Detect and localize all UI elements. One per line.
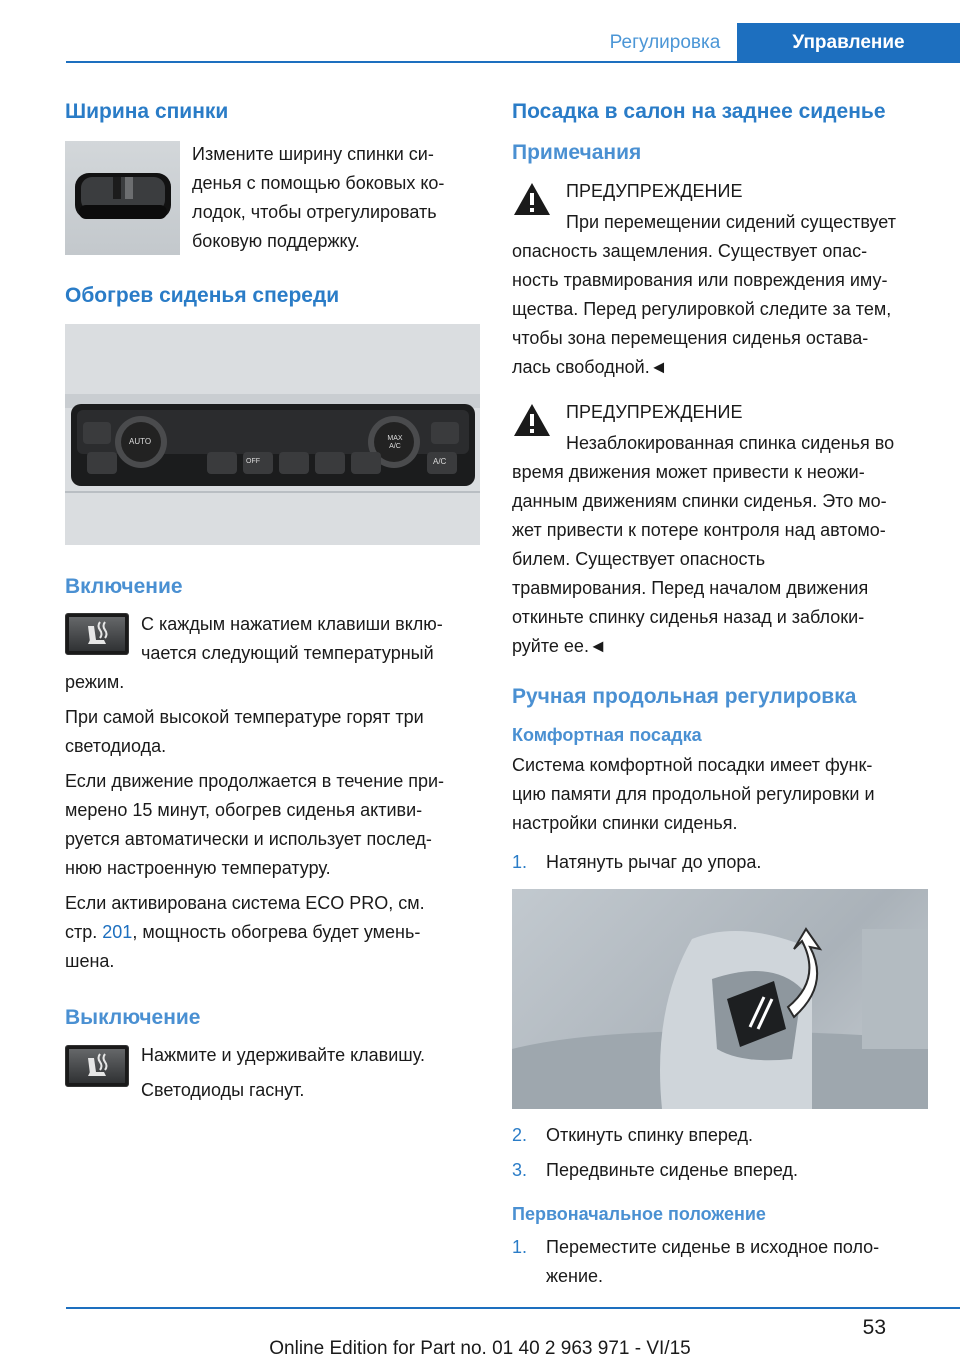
- comfort-steps-b: [512, 1121, 928, 1185]
- edition-footer: Online Edition for Part no. 01 40 2 963 971 - VI/15: [269, 1338, 691, 1359]
- step-number: 2.: [512, 1125, 528, 1146]
- seat-lever-image: [512, 889, 928, 1109]
- manual-adjust-title: Ручная продольная регулировка: [512, 684, 857, 708]
- warning-1-label: ПРЕДУПРЕЖДЕНИЕ: [566, 180, 743, 201]
- panel-label-off: OFF: [246, 457, 260, 465]
- warning-2-text: Незаблокированная спинка сиденья во время движения может привести к неожи- данным движениям спинки сиденья. Это мо- жет привести к потере контроля над автомо- билем. Существует опасность травмирования. Перед началом движения откиньте спинку сиденья назад и заблоки- руйте ее.◄: [512, 432, 895, 656]
- step-text: Откинуть спинку вперед.: [546, 1125, 754, 1146]
- switch-on-p3-before: Если активирована система ECO PRO, см. стр.: [65, 892, 425, 942]
- backrest-width-switch-image: [65, 141, 180, 255]
- notes-title: Примечания: [512, 141, 642, 165]
- comfort-title: Комфортная посадка: [512, 724, 702, 745]
- switch-on-p1: При самой высокой температуре горят три светодиода.: [65, 706, 424, 756]
- seat-heating-button-icon: [65, 613, 129, 655]
- step-number: 1.: [512, 852, 528, 873]
- seat-heating-button-icon-off: [65, 1045, 129, 1087]
- switch-on-p2: Если движение продолжается в течение при- мерено 15 минут, обогрев сиденья активи- руется автоматически и использует послед- нюю настроенную температуру.: [65, 770, 445, 878]
- comfort-text: Система комфортной посадки имеет функ- цию памяти для продольной регулировки и настройки спинки сиденья.: [512, 755, 875, 834]
- panel-label-ac: A/C: [433, 456, 447, 466]
- comfort-steps-a: [512, 848, 928, 877]
- warning-triangle-icon: [512, 181, 552, 217]
- list-item: [512, 848, 928, 877]
- page-number: 53: [862, 1316, 886, 1339]
- warning-block-2: [512, 398, 928, 661]
- switch-on-p3-after: , мощность обогрева будет умень- шена.: [65, 921, 421, 971]
- initial-position-title: Первоначальное положение: [512, 1204, 766, 1225]
- warning-triangle-icon: [512, 402, 552, 438]
- switch-on-title: Включение: [65, 574, 183, 598]
- right-column: [512, 98, 928, 1291]
- switch-on-p3: [65, 889, 480, 976]
- step-text: Переместите сиденье в исходное поло- жение.: [546, 1236, 880, 1286]
- initial-steps: [512, 1233, 928, 1291]
- header-rule: [66, 61, 960, 63]
- left-column: [65, 98, 480, 1105]
- warning-2-label: ПРЕДУПРЕЖДЕНИЕ: [566, 401, 743, 422]
- page-reference-link[interactable]: 201: [102, 921, 133, 942]
- switch-off-title: Выключение: [65, 1005, 201, 1029]
- section-tab[interactable]: Регулировка: [609, 32, 721, 53]
- warning-block-1: [512, 177, 928, 382]
- step-number: 3.: [512, 1160, 528, 1181]
- list-item: [512, 1156, 928, 1185]
- switch-off-p1: Нажмите и удерживайте клавишу.: [141, 1045, 425, 1066]
- seat-heating-title: Обогрев сиденья спереди: [65, 284, 340, 308]
- panel-label-max-ac: MAX A/C: [387, 434, 403, 450]
- step-text: Передвиньте сиденье вперед.: [546, 1160, 799, 1181]
- panel-label-auto: AUTO: [129, 436, 152, 446]
- climate-panel-image: [65, 324, 480, 545]
- switch-on-intro: С каждым нажатием клавиши вклю- чается следующий температурный режим.: [65, 613, 443, 692]
- step-text: Натянуть рычаг до упора.: [546, 852, 762, 873]
- page-header: [0, 0, 960, 62]
- switch-off-p2: Светодиоды гаснут.: [141, 1080, 305, 1101]
- step-number: 1.: [512, 1236, 528, 1257]
- backrest-width-title: Ширина спинки: [65, 100, 229, 123]
- backrest-width-text: Измените ширину спинки си- денья с помощью боковых ко- лодок, чтобы отрегулировать боковую поддержку.: [192, 144, 445, 252]
- chapter-tab[interactable]: Управление: [737, 23, 960, 62]
- rear-entry-title: Посадка в салон на заднее сиденье: [512, 100, 886, 123]
- list-item: [512, 1233, 928, 1291]
- footer-rule: [66, 1307, 960, 1309]
- list-item: [512, 1121, 928, 1150]
- warning-1-text: При перемещении сидений существует опасность защемления. Существует опас- ность травмирования или повреждения иму- щества. Перед регулировкой следите за тем, чтобы зона перемещения сиденья остава- лась свободной.◄: [512, 211, 896, 377]
